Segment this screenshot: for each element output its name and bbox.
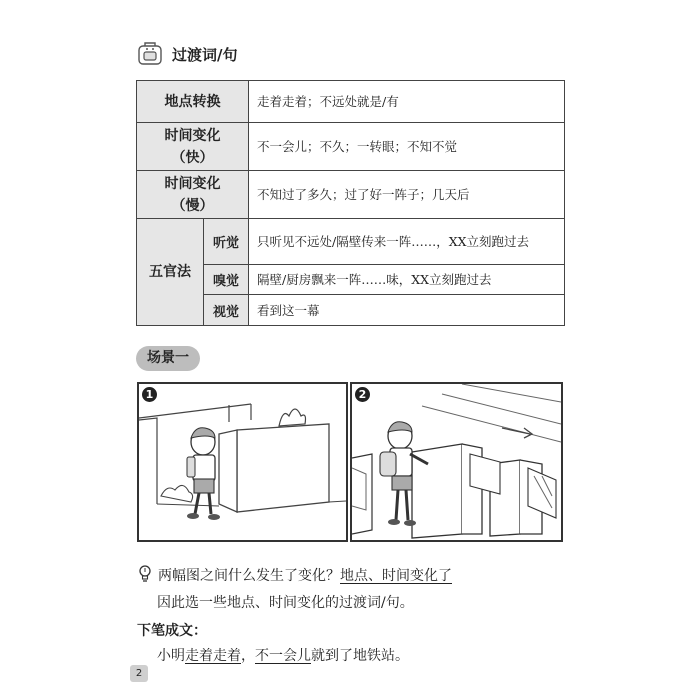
panel-number-1: 1 <box>142 387 157 402</box>
table-row <box>137 219 565 265</box>
scene-badge: 场景一 <box>136 346 200 371</box>
question-answer: 地点、时间变化了 <box>340 568 452 584</box>
sense-label-sight: 视觉 <box>204 295 249 326</box>
writing-heading: 下笔成文： <box>137 623 207 639</box>
transition-words-table <box>136 80 565 326</box>
sense-content-smell: 隔壁/厨房飘来一阵……味，XX立刻跑过去 <box>249 265 565 295</box>
panel-number-2: 2 <box>355 387 370 402</box>
table-row <box>137 171 565 219</box>
row-label-place: 地点转换 <box>137 81 249 123</box>
composition-segment-underlined: 走着走着 <box>185 648 241 664</box>
row-content-time-fast: 不一会儿；不久；一转眼；不知不觉 <box>249 123 565 171</box>
sense-content-sight: 看到这一幕 <box>249 295 565 326</box>
lightbulb-icon <box>138 565 152 583</box>
sense-label-smell: 嗅觉 <box>204 265 249 295</box>
scene-panel-1 <box>137 382 348 542</box>
composition-sentence <box>157 645 409 665</box>
explanation-text: 因此选一些地点、时间变化的过渡词/句。 <box>157 595 414 611</box>
composition-segment: 小明 <box>157 648 185 664</box>
label-line: 时间变化 <box>164 175 221 192</box>
boy-walking-illustration <box>139 384 346 540</box>
table-row <box>137 81 565 123</box>
row-label-time-slow <box>137 171 249 219</box>
label-line: （慢） <box>171 197 214 214</box>
sense-label-hearing: 听觉 <box>204 219 249 265</box>
question-line <box>158 565 452 585</box>
composition-segment: 就到了地铁站。 <box>311 648 409 664</box>
label-line: （快） <box>171 149 214 166</box>
composition-segment: ， <box>241 648 255 664</box>
table-row <box>137 123 565 171</box>
section-title: 过渡词/句 <box>172 46 238 64</box>
question-text: 两幅图之间什么发生了变化？ <box>158 568 340 584</box>
schoolbag-icon <box>136 40 164 66</box>
composition-segment-underlined: 不一会儿 <box>255 648 311 664</box>
boy-at-subway-gate-illustration <box>352 384 561 540</box>
row-label-time-fast <box>137 123 249 171</box>
scene-panel-2 <box>350 382 563 542</box>
row-content-time-slow: 不知过了多久；过了好一阵子；几天后 <box>249 171 565 219</box>
sense-content-hearing: 只听见不远处/隔壁传来一阵……，XX立刻跑过去 <box>249 219 565 265</box>
label-line: 时间变化 <box>164 127 221 144</box>
page-number: 2 <box>130 665 148 682</box>
row-content-place: 走着走着；不远处就是/有 <box>249 81 565 123</box>
row-label-five-senses: 五官法 <box>137 219 204 326</box>
